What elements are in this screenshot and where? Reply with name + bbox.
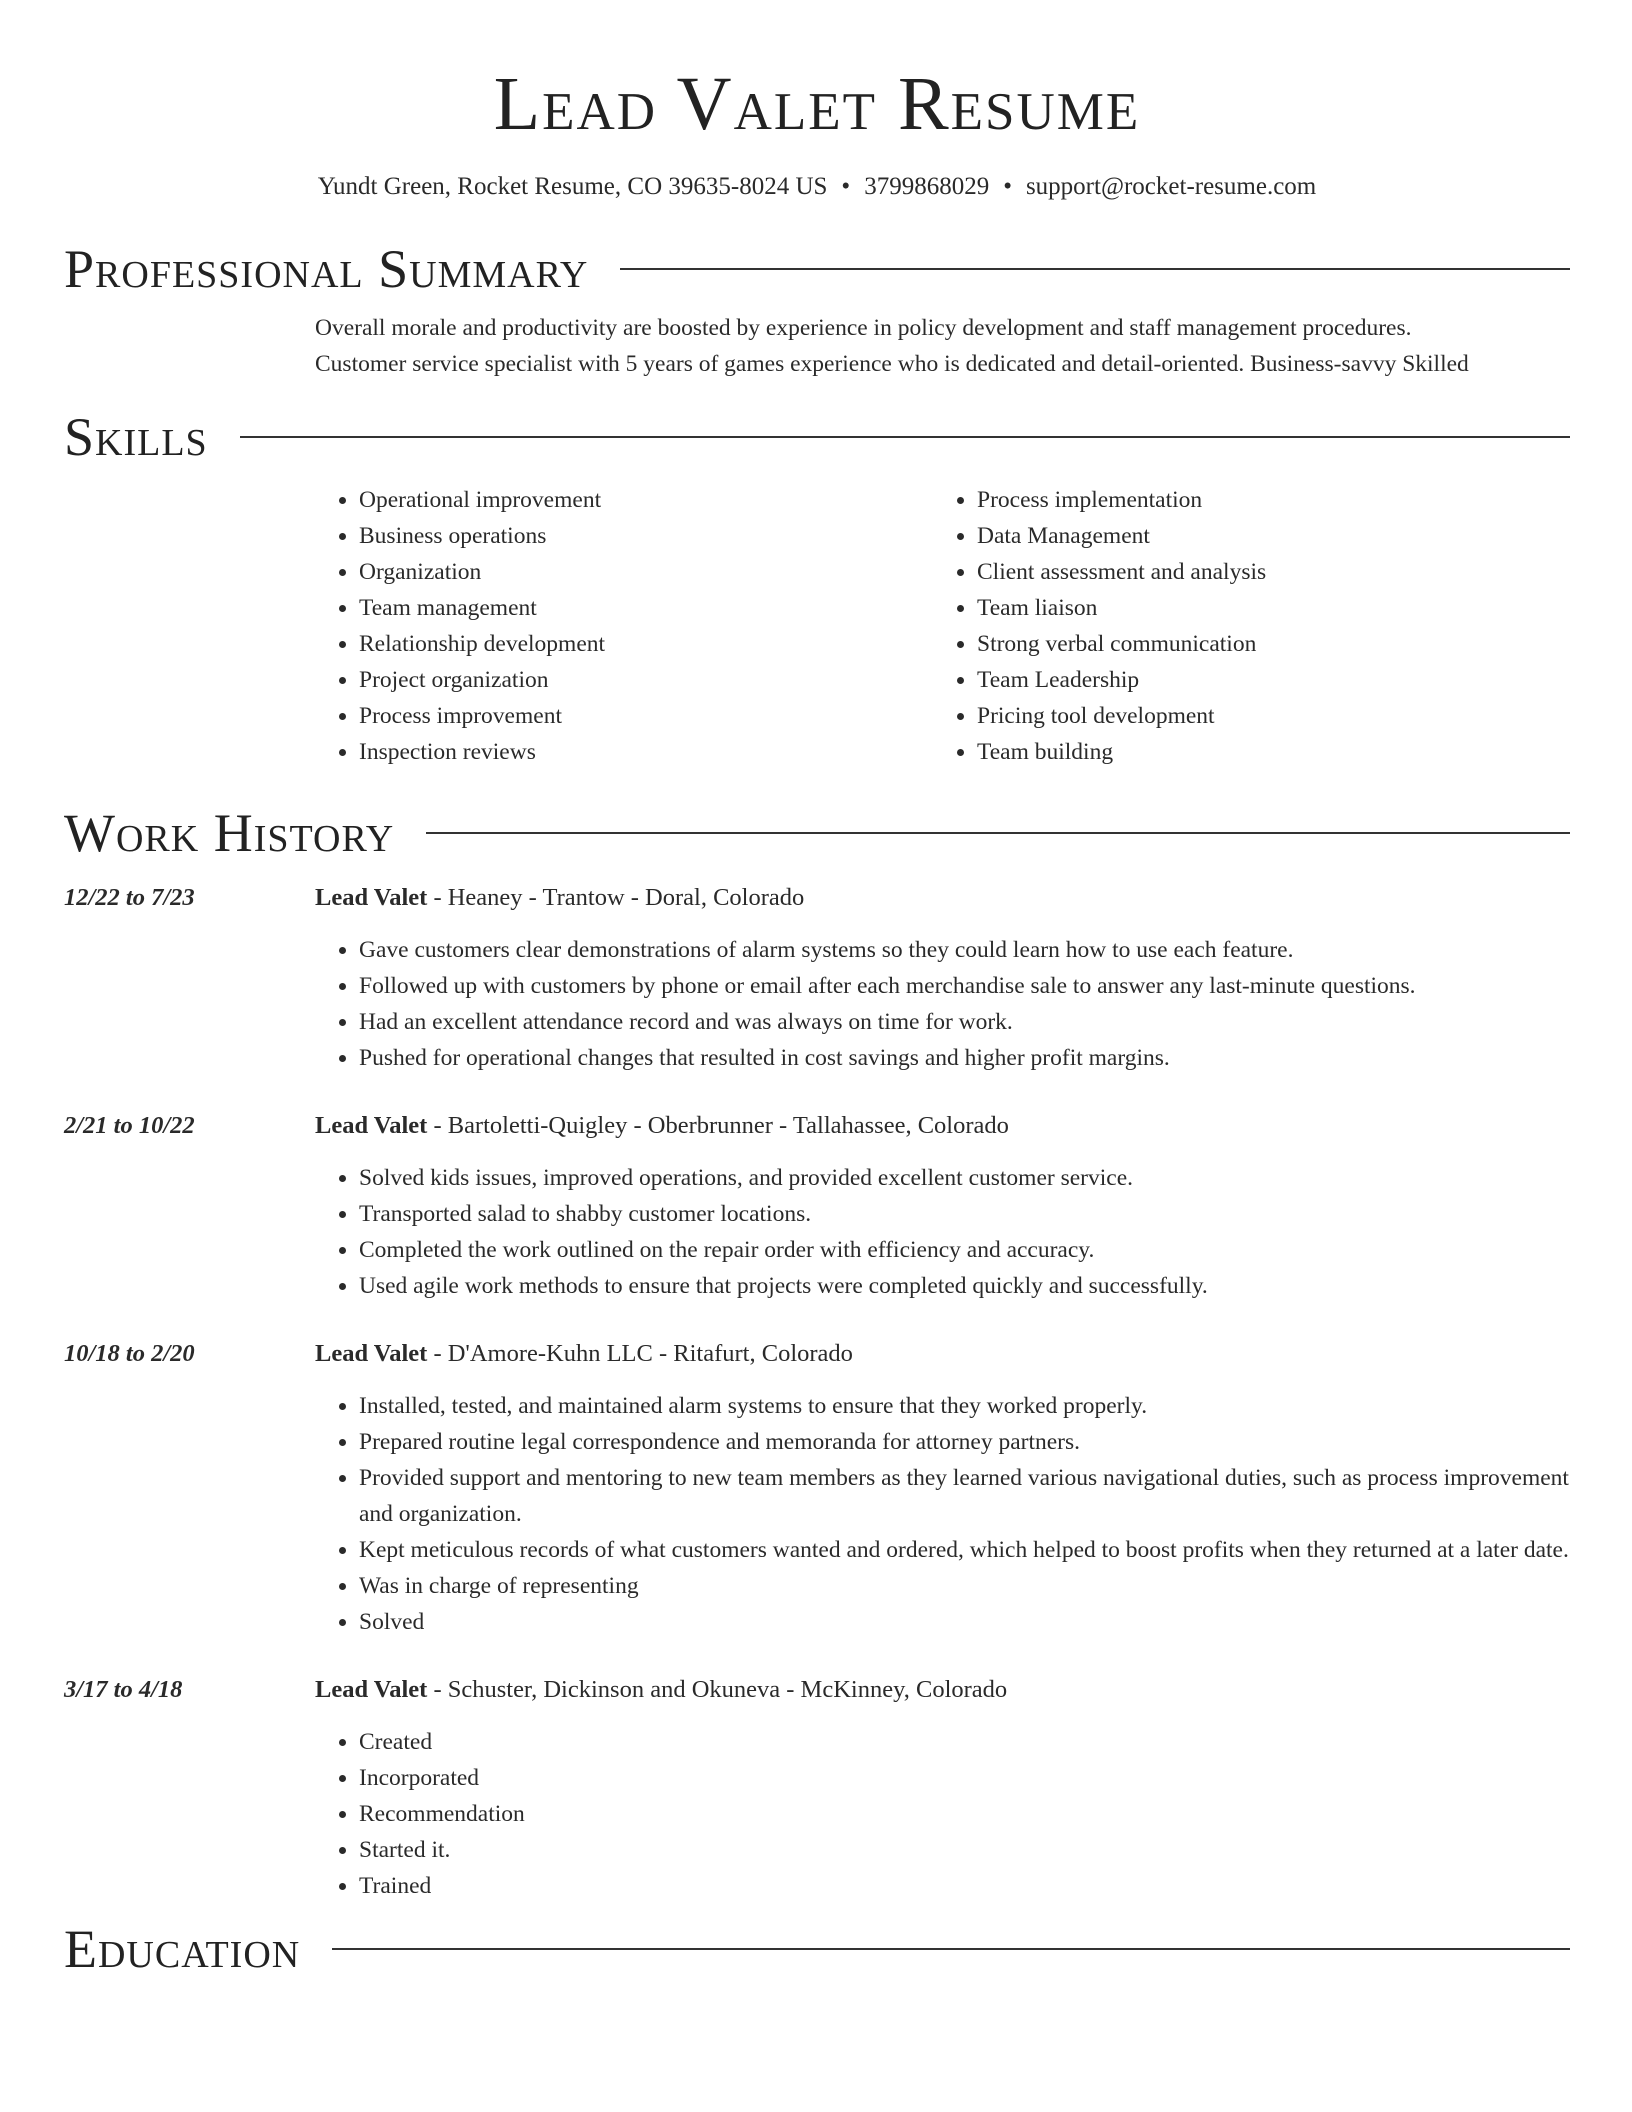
- contact-phone: 3799868029: [864, 173, 990, 200]
- job-details: - D'Amore-Kuhn LLC - Ritafurt, Colorado: [427, 1340, 853, 1367]
- job-heading: [315, 880, 804, 916]
- job-bullet: • Used agile work methods to ensure that projects were completed quickly and successfully.: [359, 1268, 1570, 1304]
- skill-item: • Team management: [359, 590, 933, 626]
- job-bullets: [315, 932, 1570, 1076]
- job-title: Lead Valet: [315, 1112, 428, 1139]
- job-dates: 10/18 to 2/20: [64, 1340, 195, 1367]
- job-bullets: [315, 1160, 1570, 1304]
- skills-column-right: [933, 482, 1551, 770]
- job-header: [64, 1336, 1570, 1372]
- contact-line: [64, 170, 1570, 204]
- job-bullet: • Kept meticulous records of what customers wanted and ordered, which helped to boost profits when they returned at a later date.: [359, 1532, 1570, 1568]
- summary-text: [315, 310, 1570, 382]
- skill-item: • Team building: [977, 734, 1551, 770]
- education-heading: Education: [64, 1919, 301, 1979]
- job-bullet: • Installed, tested, and maintained alarm systems to ensure that they worked properly.: [359, 1388, 1570, 1424]
- job-bullet: • Provided support and mentoring to new team members as they learned various navigational duties, such as process improvement and organization.: [359, 1460, 1570, 1532]
- skill-item: • Relationship development: [359, 626, 933, 662]
- skills-section-header: [64, 402, 1570, 472]
- skill-item: • Data Management: [977, 518, 1551, 554]
- skill-item: • Client assessment and analysis: [977, 554, 1551, 590]
- education-section-header: [64, 1914, 1570, 1984]
- skill-item: • Team Leadership: [977, 662, 1551, 698]
- section-divider: [240, 436, 1570, 438]
- job-bullet: • Was in charge of representing: [359, 1568, 1570, 1604]
- job-title: Lead Valet: [315, 1676, 428, 1703]
- job-dates: 12/22 to 7/23: [64, 884, 195, 911]
- job-entry: [64, 1336, 1570, 1640]
- job-bullet: • Recommendation: [359, 1796, 1570, 1832]
- work-section-header: [64, 798, 1570, 868]
- job-heading: [315, 1108, 1009, 1144]
- skills-heading: Skills: [64, 407, 208, 467]
- job-title: Lead Valet: [315, 1340, 428, 1367]
- job-header: [64, 1672, 1570, 1708]
- section-divider: [332, 1948, 1570, 1950]
- skill-item: • Inspection reviews: [359, 734, 933, 770]
- job-bullet: • Incorporated: [359, 1760, 1570, 1796]
- job-bullet: • Prepared routine legal correspondence and memoranda for attorney partners.: [359, 1424, 1570, 1460]
- job-bullet: • Gave customers clear demonstrations of alarm systems so they could learn how to use each feature.: [359, 932, 1570, 968]
- resume-title: Lead Valet Resume: [493, 62, 1141, 146]
- job-bullet: • Solved kids issues, improved operations, and provided excellent customer service.: [359, 1160, 1570, 1196]
- job-bullets: [315, 1388, 1570, 1640]
- skill-item: • Team liaison: [977, 590, 1551, 626]
- job-bullet: • Transported salad to shabby customer locations.: [359, 1196, 1570, 1232]
- job-heading: [315, 1672, 1007, 1708]
- section-divider: [426, 832, 1570, 834]
- skills-column-left: [315, 482, 933, 770]
- job-details: - Schuster, Dickinson and Okuneva - McKinney, Colorado: [427, 1676, 1008, 1703]
- skill-item: • Strong verbal communication: [977, 626, 1551, 662]
- job-bullet: • Created: [359, 1724, 1570, 1760]
- job-header: [64, 880, 1570, 916]
- skill-item: • Process improvement: [359, 698, 933, 734]
- skill-item: • Project organization: [359, 662, 933, 698]
- job-heading: [315, 1336, 853, 1372]
- job-bullet: • Had an excellent attendance record and was always on time for work.: [359, 1004, 1570, 1040]
- job-bullet: • Started it.: [359, 1832, 1570, 1868]
- job-entry: [64, 1108, 1570, 1304]
- contact-email: support@rocket-resume.com: [1025, 173, 1317, 200]
- section-divider: [620, 268, 1570, 270]
- job-entry: [64, 880, 1570, 1076]
- job-details: - Bartoletti-Quigley - Oberbrunner - Tallahassee, Colorado: [427, 1112, 1009, 1139]
- job-dates: 2/21 to 10/22: [64, 1112, 195, 1139]
- job-bullet: • Completed the work outlined on the repair order with efficiency and accuracy.: [359, 1232, 1570, 1268]
- job-title: Lead Valet: [315, 884, 428, 911]
- skill-item: • Business operations: [359, 518, 933, 554]
- skill-item: • Organization: [359, 554, 933, 590]
- job-entry: [64, 1672, 1570, 1904]
- skill-item: • Operational improvement: [359, 482, 933, 518]
- resume-page: [64, 0, 1570, 1984]
- job-bullet: • Followed up with customers by phone or email after each merchandise sale to answer any last-minute questions.: [359, 968, 1570, 1004]
- contact-separator: •: [841, 173, 851, 200]
- skill-item: • Pricing tool development: [977, 698, 1551, 734]
- contact-address: Yundt Green, Rocket Resume, CO 39635-8024 US: [317, 173, 828, 200]
- job-bullet: • Solved: [359, 1604, 1570, 1640]
- skill-item: • Process implementation: [977, 482, 1551, 518]
- contact-separator: •: [1003, 173, 1012, 200]
- summary-section-header: [64, 234, 1570, 304]
- summary-line: Overall morale and productivity are boosted by experience in policy development and staff management procedures.: [315, 315, 1412, 341]
- work-heading: Work History: [64, 803, 395, 863]
- summary-line: Customer service specialist with 5 years of games experience who is dedicated and detail-oriented. Business-savvy Skilled: [315, 351, 1469, 377]
- job-bullet: • Pushed for operational changes that resulted in cost savings and higher profit margins.: [359, 1040, 1570, 1076]
- summary-heading: Professional Summary: [64, 239, 589, 299]
- job-dates: 3/17 to 4/18: [64, 1676, 183, 1703]
- job-details: - Heaney - Trantow - Doral, Colorado: [427, 884, 805, 911]
- job-bullet: • Trained: [359, 1868, 1570, 1904]
- job-header: [64, 1108, 1570, 1144]
- skills-list: [315, 482, 1570, 770]
- job-bullets: [315, 1724, 1570, 1904]
